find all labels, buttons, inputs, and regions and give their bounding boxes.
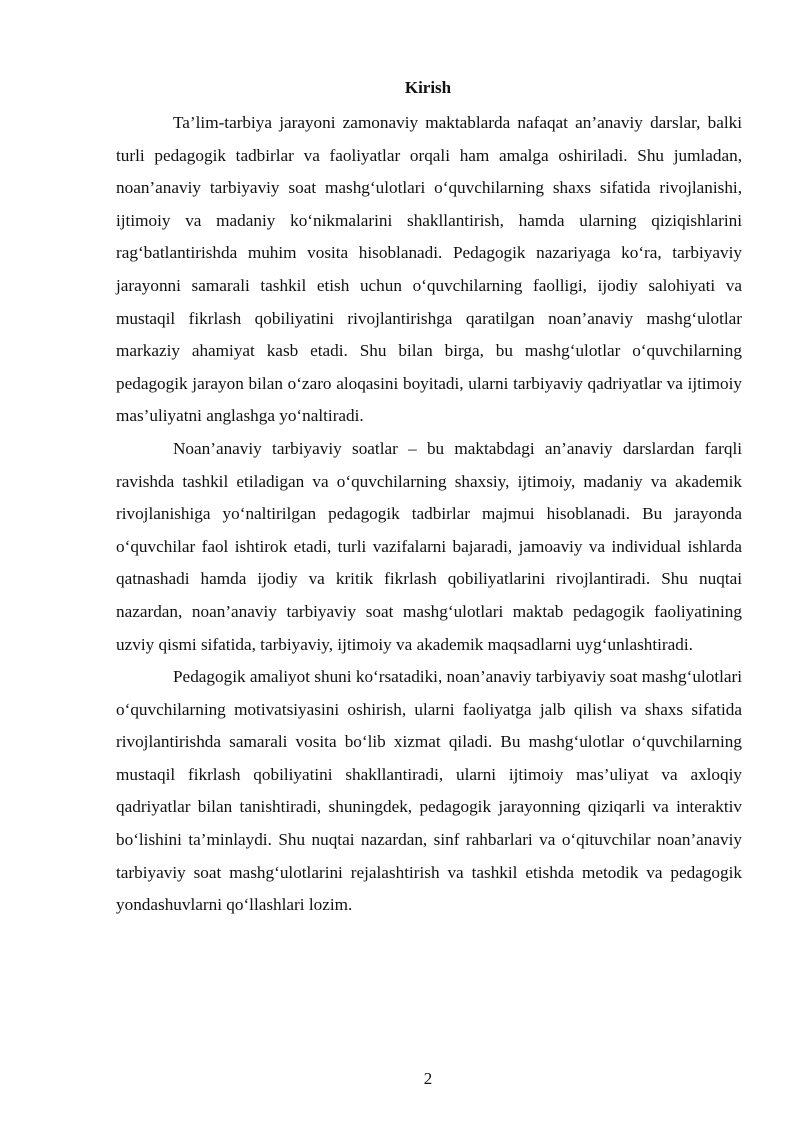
section-title: Kirish	[404, 78, 452, 97]
paragraph-1: Ta’lim-tarbiya jarayoni zamonaviy maktablarda nafaqat an’anaviy darslar, balki turli pedagogik tadbirlar va faoliyatlar orqali ham amalga oshiriladi. Shu jumladan, noan’anaviy tarbiyaviy soat mashg‘ulotlari o‘quvchilarning shaxs sifatida rivojlanishi, ijtimoiy va madaniy ko‘nikmalarini shakllantirish, hamda ularning qiziqishlarini rag‘batlantirishda muhim vosita hisoblanadi. Pedagogik nazariyaga ko‘ra, tarbiyaviy jarayonni samarali tashkil etish uchun o‘quvchilarning faolligi, ijodiy salohiyati va mustaqil fikrlash qobiliyatini rivojlantirishga qaratilgan noan’anaviy mashg‘ulotlar markaziy ahamiyat kasb etadi. Shu bilan birga, bu mashg‘ulotlar o‘quvchilarning pedagogik jarayon bilan o‘zaro aloqasini boyitadi, ularni tarbiyaviy qadriyatlar va ijtimoiy mas’uliyatni anglashga yo‘naltiradi.	[116, 113, 742, 426]
body-text	[116, 107, 742, 922]
paragraph-2: Noan’anaviy tarbiyaviy soatlar – bu maktabdagi an’anaviy darslardan farqli ravishda tashkil etiladigan va o‘quvchilarning shaxsiy, ijtimoiy, madaniy va akademik rivojlanishiga yo‘naltirilgan pedagogik tadbirlar majmui hisoblanadi. Bu jarayonda o‘quvchilar faol ishtirok etadi, turli vazifalarni bajaradi, jamoaviy va individual ishlarda qatnashadi hamda ijodiy va kritik fikrlash qobiliyatlarini rivojlantiradi. Shu nuqtai nazardan, noan’anaviy tarbiyaviy soat mashg‘ulotlari maktab pedagogik faoliyatining uzviy qismi sifatida, tarbiyaviy, ijtimoiy va akademik maqsadlarni uyg‘unlashtiradi.	[116, 438, 742, 654]
paragraph-3: Pedagogik amaliyot shuni ko‘rsatadiki, noan’anaviy tarbiyaviy soat mashg‘ulotlari o‘quvchilarning motivatsiyasini oshirish, ularni faoliyatga jalb qilish va shaxs sifatida rivojlantirishda samarali vosita bo‘lib xizmat qiladi. Bu mashg‘ulotlar o‘quvchilarning mustaqil fikrlash qobiliyatini shakllantiradi, ularni ijtimoiy mas’uliyat va axloqiy qadriyatlar bilan tanishtiradi, shuningdek, pedagogik jarayonning qiziqarli va interaktiv bo‘lishini ta’minlaydi. Shu nuqtai nazardan, sinf rahbarlari va o‘qituvchilar noan’anaviy tarbiyaviy soat mashg‘ulotlarini rejalashtirish va tashkil etishda metodik va pedagogik yondashuvlarni qo‘llashlari lozim.	[116, 667, 742, 915]
page-number: 2	[423, 1069, 433, 1088]
